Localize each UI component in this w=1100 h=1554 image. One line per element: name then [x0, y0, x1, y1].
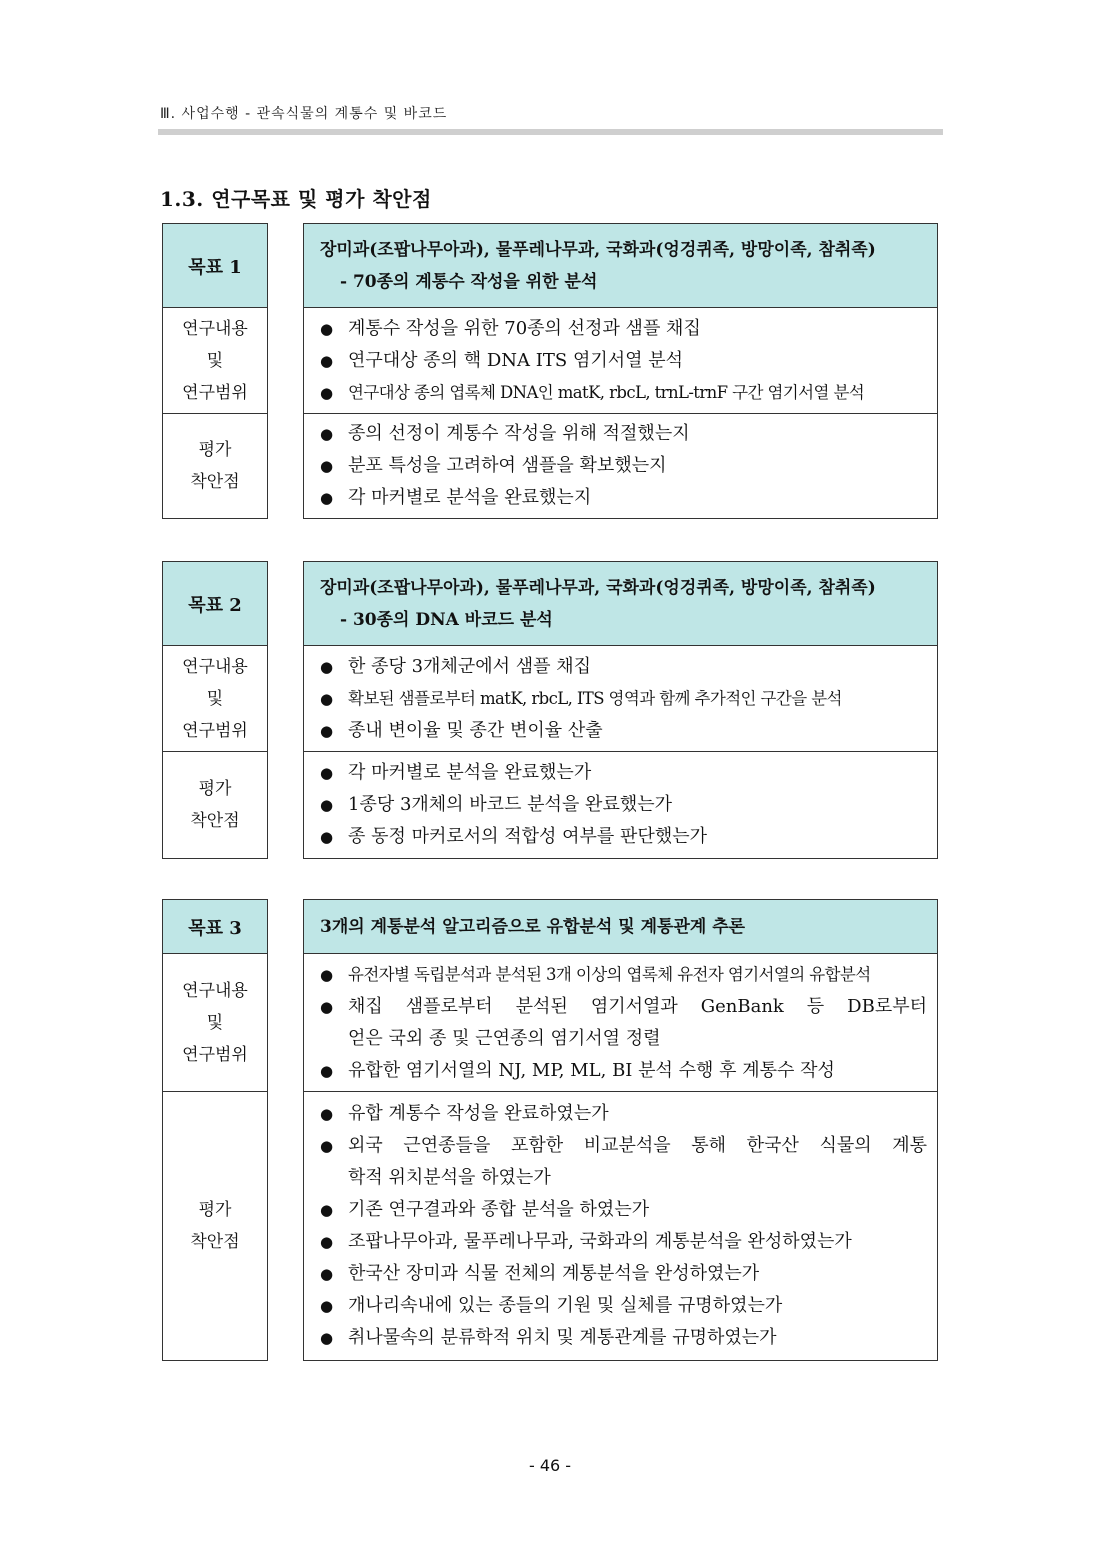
- bullet-icon: ●: [320, 1105, 334, 1123]
- content-label-line: 연구내용: [182, 318, 248, 339]
- eval-label-line: 평가: [198, 779, 232, 799]
- goal-1-label: 목표 1: [163, 224, 267, 308]
- goal-title-line: 3개의 계통분석 알고리즘으로 유합분석 및 계통관계 추론: [320, 916, 746, 937]
- content-label-line: 연구내용: [182, 980, 248, 1001]
- bullet-icon: ●: [320, 457, 334, 475]
- list-item-text: 외국 근연종들을 포함한 비교분석을 통해 한국산 식물의 계통: [348, 1135, 927, 1156]
- list-item-text: 유합 계통수 작성을 완료하였는가: [348, 1103, 609, 1124]
- list-item: [320, 1322, 927, 1354]
- bullet-icon: ●: [320, 997, 334, 1016]
- goal-1-title: [304, 224, 937, 308]
- goal-3-right-column: [303, 899, 938, 1361]
- list-item: [320, 1055, 927, 1087]
- list-item-text: 유합한 염기서열의 NJ, MP, ML, BI 분석 수행 후 계통수 작성: [348, 1059, 835, 1081]
- list-item-text: 유전자별 독립분석과 분석된 3개 이상의 엽록체 유전자 염기서열의 유합분석: [348, 964, 871, 984]
- list-item-text: 취나물속의 분류학적 위치 및 계통관계를 규명하였는가: [348, 1327, 777, 1348]
- goal-3-content-label: [163, 954, 267, 1092]
- list-item: [320, 345, 927, 377]
- list-item: [320, 715, 927, 747]
- goal-2-left-column: [162, 561, 268, 859]
- goal-2-title: [304, 562, 937, 646]
- list-item: [320, 418, 927, 450]
- bullet-icon: ●: [320, 383, 334, 402]
- running-head: Ⅲ. 사업수행 - 관속식물의 계통수 및 바코드: [160, 106, 448, 122]
- bullet-icon: ●: [320, 828, 334, 846]
- list-item-text: 종 동정 마커로서의 적합성 여부를 판단했는가: [348, 826, 707, 847]
- list-item: [320, 1098, 927, 1130]
- content-label-line: 연구범위: [182, 720, 248, 741]
- content-label-line: 연구내용: [182, 656, 248, 677]
- eval-label-line: 평가: [198, 1200, 232, 1220]
- list-item: [320, 1194, 927, 1226]
- bullet-icon: ●: [320, 796, 334, 814]
- goal-title-line: - 30종의 DNA 바코드 분석: [340, 609, 553, 630]
- bullet-icon: ●: [320, 657, 334, 676]
- content-label-line: 연구범위: [182, 1044, 248, 1065]
- list-item: [320, 991, 927, 1023]
- header-rule: [158, 129, 943, 135]
- goal-1-eval-label: [163, 414, 267, 518]
- goal-2-label: 목표 2: [163, 562, 267, 646]
- bullet-icon: ●: [320, 1201, 334, 1219]
- list-item: [320, 1130, 927, 1162]
- bullet-icon: ●: [320, 965, 334, 984]
- list-item-text: 연구대상 종의 핵 DNA ITS 염기서열 분석: [348, 349, 684, 371]
- goal-2-eval-label: [163, 752, 267, 858]
- eval-label-line: 착안점: [190, 1232, 240, 1252]
- bullet-icon: ●: [320, 764, 334, 782]
- bullet-icon: ●: [320, 1297, 334, 1315]
- list-item: [320, 450, 927, 482]
- list-item-continuation: 얻은 국외 종 및 근연종의 염기서열 정렬: [348, 1027, 661, 1049]
- list-item-text: 채집 샘플로부터 분석된 염기서열과 GenBank 등 DB로부터: [348, 995, 927, 1017]
- bullet-icon: ●: [320, 1329, 334, 1347]
- bullet-icon: ●: [320, 351, 334, 370]
- list-item: [320, 1290, 927, 1322]
- eval-label-line: 착안점: [190, 811, 240, 831]
- list-item-text: 기존 연구결과와 종합 분석을 하였는가: [348, 1199, 650, 1220]
- list-item: [320, 651, 927, 683]
- content-label-line: 및: [206, 1012, 224, 1033]
- list-item: [320, 821, 927, 853]
- bullet-icon: ●: [320, 489, 334, 507]
- bullet-icon: ●: [320, 1233, 334, 1251]
- list-item-text: 조팝나무아과, 물푸레나무과, 국화과의 계통분석을 완성하였는가: [348, 1231, 852, 1252]
- list-item-text: 확보된 샘플로부터 matK, rbcL, ITS 영역과 함께 추가적인 구간을 분석: [348, 688, 842, 708]
- list-item: [320, 482, 927, 514]
- list-item-text: 한 종당 3개체군에서 샘플 채집: [348, 655, 591, 677]
- goal-3-label: 목표 3: [163, 900, 267, 954]
- list-item: [320, 377, 927, 409]
- eval-label-line: 평가: [198, 440, 232, 460]
- list-item-text: 계통수 작성을 위한 70종의 선정과 샘플 채집: [348, 317, 701, 339]
- list-item: [320, 959, 927, 991]
- goal-3-content-cell: [304, 954, 937, 1092]
- goal-title-line: 장미과(조팝나무아과), 물푸레나무과, 국화과(엉겅퀴족, 방망이족, 참취족): [320, 577, 876, 598]
- list-item-text: 각 마커별로 분석을 완료했는가: [348, 762, 592, 783]
- goal-2-right-column: [303, 561, 938, 859]
- list-item-text: 한국산 장미과 식물 전체의 계통분석을 완성하였는가: [348, 1263, 760, 1284]
- list-item: [320, 313, 927, 345]
- bullet-icon: ●: [320, 689, 334, 708]
- bullet-icon: ●: [320, 721, 334, 740]
- list-item-continuation: 학적 위치분석을 하였는가: [348, 1167, 551, 1188]
- goal-2-content-cell: [304, 646, 937, 752]
- goal-3-title: [304, 900, 937, 954]
- goal-1-right-column: [303, 223, 938, 519]
- goal-1-content-label: [163, 308, 267, 414]
- goal-3-left-column: [162, 899, 268, 1361]
- goal-1-left-column: [162, 223, 268, 519]
- bullet-icon: ●: [320, 1265, 334, 1283]
- bullet-icon: ●: [320, 1137, 334, 1155]
- eval-label-line: 착안점: [190, 472, 240, 492]
- goal-2-content-label: [163, 646, 267, 752]
- goal-3-eval-cell: [304, 1092, 937, 1360]
- list-item-text: 연구대상 종의 엽록체 DNA인 matK, rbcL, trnL-trnF 구간 염기서열 분석: [348, 382, 865, 402]
- goal-title-line: - 70종의 계통수 작성을 위한 분석: [340, 271, 598, 292]
- page-number: - 46 -: [528, 1456, 572, 1475]
- content-label-line: 및: [206, 688, 224, 709]
- bullet-icon: ●: [320, 1061, 334, 1080]
- list-item: [320, 757, 927, 789]
- bullet-icon: ●: [320, 425, 334, 443]
- list-item: [320, 1226, 927, 1258]
- list-item-text: 종내 변이율 및 종간 변이율 산출: [348, 719, 603, 741]
- list-item: [320, 1258, 927, 1290]
- goal-3-eval-label: [163, 1092, 267, 1360]
- list-item-text: 분포 특성을 고려하여 샘플을 확보했는지: [348, 455, 667, 476]
- goal-1-eval-cell: [304, 414, 937, 518]
- goal-1-content-cell: [304, 308, 937, 414]
- content-label-line: 연구범위: [182, 382, 248, 403]
- list-item-text: 1종당 3개체의 바코드 분석을 완료했는가: [348, 794, 672, 815]
- goal-2-eval-cell: [304, 752, 937, 858]
- list-item-text: 종의 선정이 계통수 작성을 위해 적절했는지: [348, 423, 690, 444]
- content-label-line: 및: [206, 350, 224, 371]
- list-item: [320, 683, 927, 715]
- bullet-icon: ●: [320, 319, 334, 338]
- section-title: 1.3. 연구목표 및 평가 착안점: [160, 187, 432, 211]
- list-item-text: 개나리속내에 있는 종들의 기원 및 실체를 규명하였는가: [348, 1295, 783, 1316]
- goal-title-line: 장미과(조팝나무아과), 물푸레나무과, 국화과(엉겅퀴족, 방망이족, 참취족): [320, 239, 876, 260]
- list-item-text: 각 마커별로 분석을 완료했는지: [348, 487, 592, 508]
- list-item: [320, 789, 927, 821]
